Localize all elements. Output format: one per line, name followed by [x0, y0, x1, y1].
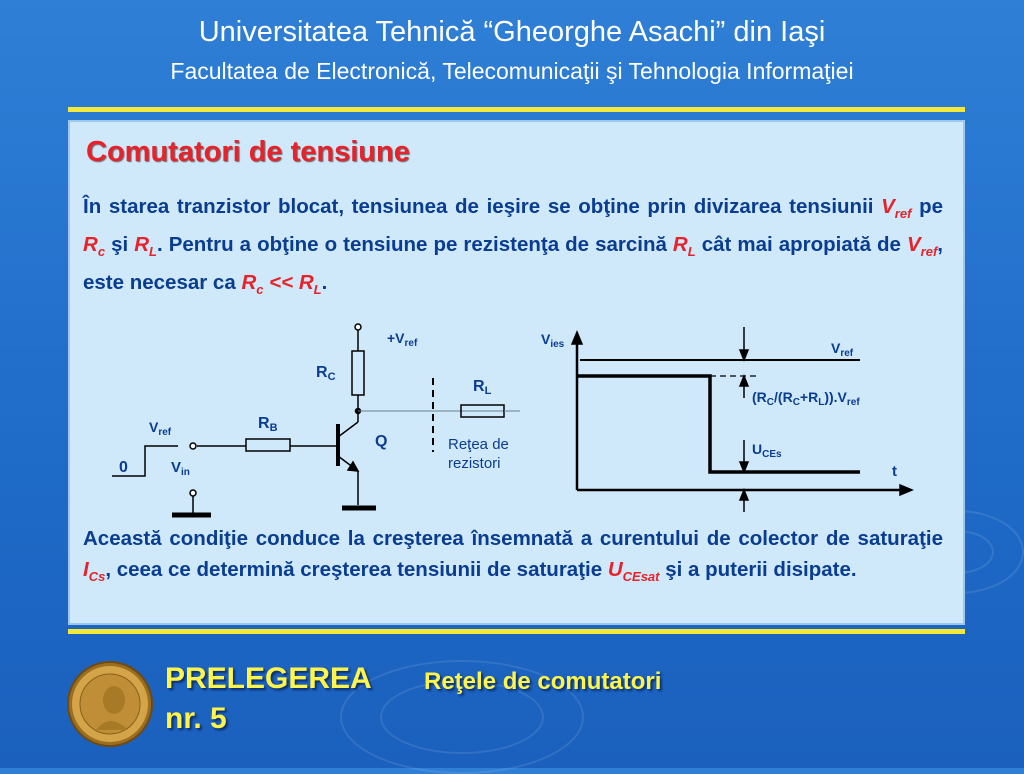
label-network-1: Reţea de [448, 436, 509, 453]
label-network-2: rezistori [448, 455, 501, 472]
lecture-topic: Reţele de comutatori [424, 668, 662, 695]
graph-uces-label: $U_{CEs}$ [752, 441, 782, 460]
label-transistor: Q [375, 433, 388, 450]
paragraph-conclusion: Această condiţie conduce la creşterea însemnată a curentului de colector de saturaţie $I_{Cs}$, ceea ce determină creşterea tensiunii de saturaţie $U_{CEsat}$ şi a puterii disipate. [83, 527, 943, 585]
lecture-number: nr. 5 [165, 702, 227, 735]
label-input-vref: $V_{ref}$ [149, 419, 172, 438]
label-vref-plus: $+V_{ref}$ [387, 330, 418, 349]
vref-terminal [355, 324, 361, 330]
graph-x-label: t [892, 463, 897, 480]
graph-vref-label: $V_{ref}$ [831, 340, 854, 359]
resistor-rc [352, 351, 364, 395]
slide-title: Comutatori de tensiune [86, 136, 410, 168]
label-input-zero: 0 [119, 459, 128, 476]
university-name: Universitatea Tehnică “Gheorghe Asachi” din Iaşi [198, 16, 826, 48]
lecture-label: PRELEGEREA [165, 662, 372, 695]
label-rc: RC [316, 364, 336, 383]
input-terminal-bottom [190, 490, 196, 496]
input-terminal-top [190, 443, 196, 449]
graph-y-label: $V_{ies}$ [541, 331, 565, 350]
resistor-rb [246, 439, 290, 451]
emitter-arrow [348, 462, 358, 471]
graph-divider-label: $(R_C/(R_C+R_L)).V_{ref}$ [752, 389, 860, 408]
faculty-name: Facultatea de Electronică, Telecomunicaţii şi Tehnologia Informaţiei [170, 58, 854, 84]
bottom-divider [68, 629, 965, 634]
university-medal-logo [66, 660, 154, 748]
paragraph-intro: În starea tranzistor blocat, tensiunea de ieşire se obţine prin divizarea tensiunii $V_{ref}$ pe $R_c$ şi $R_L$. Pentru a obţine o tensiune pe rezistenţa de sarcină $R_L$ cât mai apropiată de $V_{ref}$, este necesar ca $R_c << R_L$. [83, 195, 943, 298]
label-rb: RB [258, 415, 278, 434]
label-vin: $V_{in}$ [171, 459, 190, 478]
label-rl: RL [473, 378, 492, 397]
